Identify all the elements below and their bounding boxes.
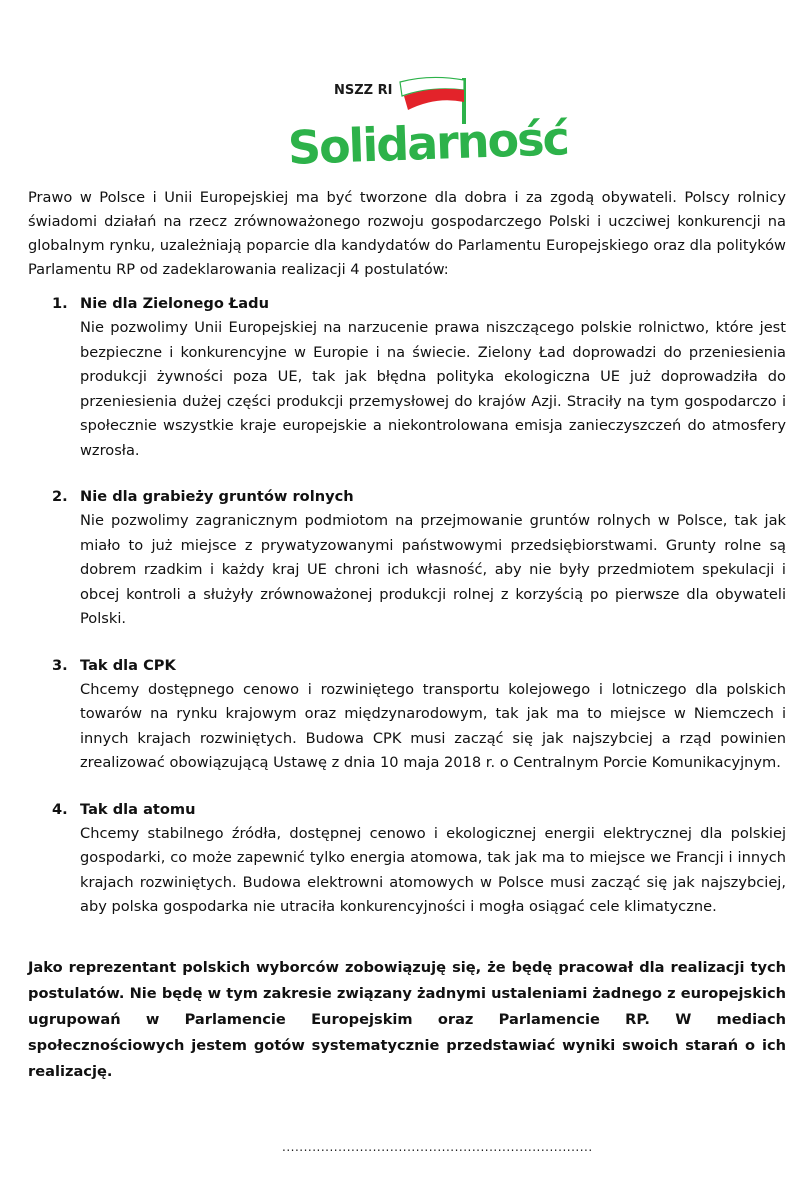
signature-line: ........................................................................ — [282, 1140, 593, 1154]
postulate-item — [28, 292, 786, 463]
postulate-title: Tak dla CPK — [80, 656, 176, 674]
postulate-item — [28, 654, 786, 776]
postulate-title: Nie dla Zielonego Ładu — [80, 295, 269, 312]
logo-org-label: NSZZ RI — [334, 83, 393, 98]
postulate-number: 2. — [52, 488, 68, 505]
solidarnosc-logo — [280, 68, 569, 178]
postulate-body: Nie pozwolimy Unii Europejskiej na narzucenie prawa niszczącego polskie rolnictwo, które jest bezpieczne i konkurencyjne w Europie i na świecie. Zielony Ład doprowadzi do przeniesienia produkcji żywności poza UE, tak jak błędna polityka ekologiczna UE już doprowadziła do przeniesienia dużej części produkcji przemysłowej do krajów Azji. Straciły na tym gospodarczo i społecznie wszystkie kraje europejskie a niekontrolowana emisja zanieczyszczeń do atmosfery wzrosła. — [80, 319, 786, 459]
postulate-item — [28, 485, 786, 632]
postulate-title: Nie dla grabieży gruntów rolnych — [80, 488, 354, 505]
postulate-body: Chcemy dostępnego cenowo i rozwiniętego transportu kolejowego i lotniczego dla polskich towarów na rynku krajowym oraz międzynarodowym, tak jak ma to miejsce w Niemczech i innych krajach rozwiniętych. Budowa CPK musi zacząć się jak najszybciej a rząd powinien zrealizować obowiązującą Ustawę z dnia 10 maja 2018 r. o Centralnym Porcie Komunikacyjnym. — [80, 680, 786, 771]
postulate-number: 3. — [52, 656, 68, 674]
postulate-title: Tak dla atomu — [80, 800, 196, 818]
intro-paragraph: Prawo w Polsce i Unii Europejskiej ma być tworzone dla dobra i za zgodą obywateli. Polscy rolnicy świadomi działań na rzecz zrównoważonego rozwoju gospodarczego Polski i uczciwej konkurencji na globalnym rynku, uzależniają poparcie dla kandydatów do Parlamentu Europejskiego oraz dla polityków Parlamentu RP od zadeklarowania realizacji 4 postulatów: — [28, 189, 786, 278]
logo-wordmark: Solidarność — [286, 111, 569, 175]
postulate-list — [28, 292, 786, 942]
pledge-paragraph: Jako reprezentant polskich wyborców zobowiązuję się, że będę pracował dla realizacji tych postulatów. Nie będę w tym zakresie związany żadnymi ustaleniami żadnego z europejskich ugrupowań w Parlamencie Europejskim oraz Parlamencie RP. W mediach społecznościowych jestem gotów systematycznie przedstawiać wyniki swoich starań o ich realizację. — [28, 959, 786, 1080]
postulate-body: Nie pozwolimy zagranicznym podmiotom na przejmowanie gruntów rolnych w Polsce, tak jak miało to już miejsce z prywatyzowanymi państwowymi przedsiębiorstwami. Grunty rolne są dobrem rzadkim i każdy kraj UE chroni ich własność, aby nie były przedmiotem spekulacji i obcej kontroli a służyły zrównoważonej produkcji rolnej z korzyścią po pierwsze dla obywateli Polski. — [80, 512, 786, 627]
postulate-body: Chcemy stabilnego źródła, dostępnej cenowo i ekologicznej energii elektrycznej dla polskiej gospodarki, co może zapewnić tylko energia atomowa, tak jak ma to miejsce we Francji i innych krajach rozwiniętych. Budowa elektrowni atomowych w Polsce musi zacząć się jak najszybciej, aby polska gospodarka nie utraciła konkurencyjności i mogła osiągać cele klimatyczne. — [80, 824, 786, 915]
postulate-number: 1. — [52, 295, 68, 312]
postulate-item — [28, 798, 786, 920]
postulate-number: 4. — [52, 800, 68, 818]
